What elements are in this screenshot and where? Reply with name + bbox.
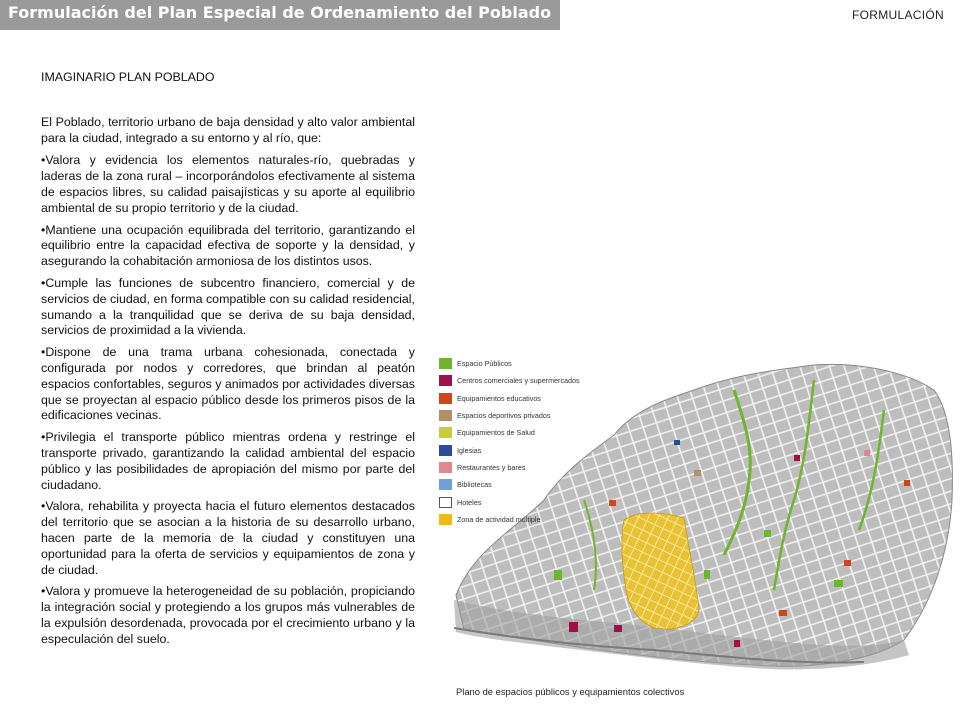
legend-swatch bbox=[439, 514, 452, 525]
legend-item bbox=[439, 493, 599, 510]
map-legend bbox=[439, 355, 599, 528]
legend-swatch bbox=[439, 497, 452, 508]
legend-item bbox=[439, 372, 599, 389]
bullet-item: •Valora y evidencia los elementos naturales-río, quebradas y laderas de la zona rural – incorporándolos efectivamente al sistema de espacios libres, su calidad paisajísticas y su aporte al equilibrio ambiental de su propio territorio y de la ciudad. bbox=[41, 153, 415, 215]
legend-label: Bibliotecas bbox=[457, 480, 492, 490]
legend-item bbox=[439, 511, 599, 528]
text-column bbox=[41, 70, 415, 654]
legend-label: Espacios deportivos privados bbox=[457, 411, 551, 421]
bullet-item: •Valora, rehabilita y proyecta hacia el futuro elementos destacados del territorio que se asocian a la historia de su desarrollo urbano, hacen parte de la memoria de la ciudad y constituyen una oportunidad para la oferta de servicios y equipamientos de zona y de ciudad. bbox=[41, 499, 415, 577]
legend-swatch bbox=[439, 462, 452, 473]
legend-label: Restaurantes y bares bbox=[457, 462, 526, 472]
bullet-item: •Valora y promueve la heterogeneidad de su población, propiciando la integración social y protegiendo a los grupos más vulnerables de la expulsión desordenada, provocada por el crecimiento urbano y la especulación del suelo. bbox=[41, 584, 415, 646]
bullet-item: •Dispone de una trama urbana cohesionada, conectada y configurada por nodos y corredores, que brindan al peatón espacios confortables, seguros y animados por actividades diversas que se proyectan al espacio público desde los primeros pisos de la edificaciones vecinas. bbox=[41, 345, 415, 423]
bullet-item: •Privilegia el transporte público mientras ordena y restringe el transporte privado, garantizando la calidad ambiental del espacio público y las posibilidades de apropiación del mismo por parte del ciudadano. bbox=[41, 430, 415, 492]
legend-swatch bbox=[439, 479, 452, 490]
legend-swatch bbox=[439, 375, 452, 386]
legend-label: Iglesias bbox=[457, 445, 482, 455]
legend-item bbox=[439, 476, 599, 493]
bullet-item: •Cumple las funciones de subcentro financiero, comercial y de servicios de ciudad, en forma compatible con su calidad residencial, sumando a la tranquilidad que se deriva de su baja densidad, servicios de proximidad a la vivienda. bbox=[41, 275, 415, 338]
legend-swatch bbox=[439, 358, 452, 369]
page-title: Formulación del Plan Especial de Ordenamiento del Poblado bbox=[0, 0, 560, 30]
legend-item bbox=[439, 424, 599, 441]
legend-label: Equipamientos educativos bbox=[457, 393, 541, 403]
urban-map bbox=[434, 350, 960, 685]
map-caption: Plano de espacios públicos y equipamientos colectivos bbox=[456, 686, 685, 697]
bullet-item: •Mantiene una ocupación equilibrada del territorio, garantizando el equilibrio entre la capacidad efectiva de soporte y la densidad, y asegurando la cohabitación armoniosa de los distintos usos. bbox=[41, 222, 415, 269]
legend-swatch bbox=[439, 393, 452, 404]
legend-item bbox=[439, 407, 599, 424]
legend-swatch bbox=[439, 445, 452, 456]
legend-label: Zona de actividad múltiple bbox=[457, 514, 541, 524]
legend-swatch bbox=[439, 427, 452, 438]
legend-swatch bbox=[439, 410, 452, 421]
section-label: FORMULACIÓN bbox=[852, 8, 944, 22]
legend-item bbox=[439, 390, 599, 407]
bullet-list bbox=[41, 153, 415, 647]
intro-paragraph: El Poblado, territorio urbano de baja densidad y alto valor ambiental para la ciudad, integrado a su entorno y al río, que: bbox=[41, 114, 415, 145]
legend-label: Espacio Públicos bbox=[457, 359, 512, 369]
legend-label: Centros comerciales y supermercados bbox=[457, 376, 580, 386]
legend-item bbox=[439, 459, 599, 476]
legend-label: Equipamientos de Salud bbox=[457, 428, 535, 438]
legend-label: Hoteles bbox=[457, 497, 482, 507]
legend-item bbox=[439, 441, 599, 458]
content-heading: IMAGINARIO PLAN POBLADO bbox=[41, 70, 215, 84]
legend-item bbox=[439, 355, 599, 372]
